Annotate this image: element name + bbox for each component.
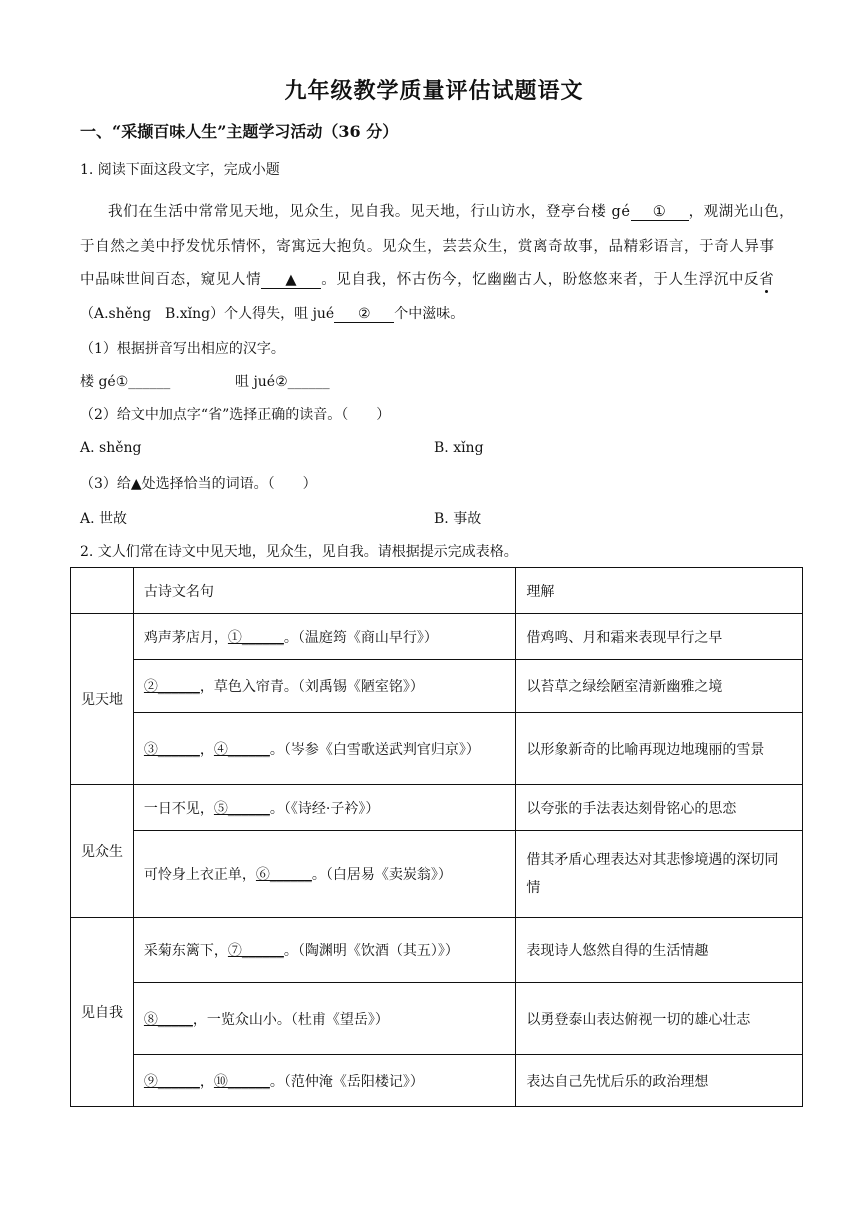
meaning-cell: 借其矛盾心理表达对其悲惨境遇的深切同情 bbox=[516, 831, 803, 918]
table-header-row bbox=[71, 568, 803, 614]
poem-text: 。（《诗经·子衿》） bbox=[269, 800, 380, 817]
option-b[interactable]: B. xǐng bbox=[434, 440, 484, 456]
subquestion-2: （2）给文中加点字“省”选择正确的读音。（ ） bbox=[80, 407, 391, 423]
poem-cell bbox=[133, 831, 515, 918]
poem-cell bbox=[133, 983, 515, 1055]
meaning-cell: 借鸡鸣、月和霜来表现早行之早 bbox=[516, 614, 803, 660]
poem-text: ， bbox=[199, 1073, 214, 1090]
table-header-cell: 古诗文名句 bbox=[133, 568, 515, 614]
passage-text: 。见自我，怀古伤今，忆幽幽古人，盼悠悠来者，于人生浮沉中反 bbox=[321, 272, 760, 288]
poem-blank[interactable]: ⑤______ bbox=[213, 800, 270, 817]
group-label: 见自我 bbox=[71, 918, 134, 1107]
poem-text: 鸡声茅店月， bbox=[143, 629, 228, 646]
subquestion-1-answer-b[interactable]: 咀 jué②______ bbox=[235, 374, 330, 390]
option-a[interactable]: A. 世故 bbox=[80, 511, 128, 527]
poem-cell bbox=[133, 713, 515, 785]
meaning-cell: 以形象新奇的比喻再现边地瑰丽的雪景 bbox=[516, 713, 803, 785]
poem-blank[interactable]: ②______ bbox=[143, 679, 200, 695]
passage-line-1 bbox=[108, 200, 794, 221]
poem-blank[interactable]: ⑦______ bbox=[227, 943, 284, 959]
poem-text: 一日不见， bbox=[143, 800, 214, 817]
subquestion-1-answer-a[interactable]: 楼 gé①______ bbox=[80, 374, 171, 390]
poem-text: 。（范仲淹《岳阳楼记》） bbox=[269, 1073, 424, 1090]
section-heading: 一、“采撷百味人生”主题学习活动（36 分） bbox=[80, 122, 399, 141]
table-row bbox=[71, 1055, 803, 1107]
poem-blank[interactable]: ④______ bbox=[213, 741, 270, 758]
meaning-cell: 以苔草之绿绘陋室清新幽雅之境 bbox=[516, 660, 803, 713]
poem-text: ，草色入帘青。（刘禹锡《陋室铭》） bbox=[199, 679, 424, 695]
question-1-intro: 1. 阅读下面这段文字，完成小题 bbox=[80, 162, 280, 178]
table-row bbox=[71, 983, 803, 1055]
poem-blank[interactable]: ⑩______ bbox=[213, 1073, 270, 1090]
passage-text: ，观湖光山色， bbox=[688, 204, 795, 220]
meaning-cell: 表达自己先忧后乐的政治理想 bbox=[516, 1055, 803, 1107]
poem-cell bbox=[133, 614, 515, 660]
subquestion-3: （3）给▲处选择恰当的词语。（ ） bbox=[80, 476, 317, 492]
group-label: 见众生 bbox=[71, 785, 134, 918]
poem-blank[interactable]: ⑨______ bbox=[143, 1073, 200, 1090]
question-2-intro: 2. 文人们常在诗文中见天地，见众生，见自我。请根据提示完成表格。 bbox=[80, 544, 518, 560]
poem-text: 可怜身上衣正单， bbox=[143, 867, 256, 883]
passage-line-4 bbox=[80, 303, 464, 323]
passage-text: 个中滋味。 bbox=[394, 306, 465, 322]
poem-cell bbox=[133, 1055, 515, 1107]
table-row bbox=[71, 918, 803, 983]
passage-text: （A.shěng B.xǐng）个人得失，咀 jué bbox=[80, 306, 335, 322]
poem-cell bbox=[133, 660, 515, 713]
table-row bbox=[71, 614, 803, 660]
passage-text: 中品味世间百态，窥见人情 bbox=[80, 272, 262, 288]
poem-text: 。（岑参《白雪歌送武判官归京》） bbox=[269, 741, 480, 758]
page-title: 九年级教学质量评估试题语文 bbox=[284, 78, 584, 104]
poem-blank[interactable]: ③______ bbox=[143, 741, 200, 758]
passage-text: 我们在生活中常常见天地，见众生，见自我。见天地，行山访水，登亭台楼 gé bbox=[108, 204, 631, 220]
dotted-character: 省 bbox=[759, 272, 775, 288]
table-row bbox=[71, 660, 803, 713]
poem-table bbox=[70, 567, 803, 1107]
passage-line-2: 于自然之美中抒发忧乐情怀，寄寓远大抱负。见众生，芸芸众生，赏离奇故事，品精彩语言，于奇人异事 bbox=[80, 239, 775, 255]
option-a[interactable]: A. shěng bbox=[80, 440, 142, 456]
meaning-cell: 以勇登泰山表达俯视一切的雄心壮志 bbox=[516, 983, 803, 1055]
meaning-cell: 以夸张的手法表达刻骨铭心的思恋 bbox=[516, 785, 803, 831]
meaning-cell: 表现诗人悠然自得的生活情趣 bbox=[516, 918, 803, 983]
table-row bbox=[71, 785, 803, 831]
passage-blank-2[interactable]: ② bbox=[334, 306, 394, 323]
poem-text: ， bbox=[199, 741, 214, 758]
poem-text: 。（白居易《卖炭翁》） bbox=[311, 867, 452, 883]
poem-text: 。（陶渊明《饮酒（其五）》） bbox=[283, 943, 459, 959]
poem-blank[interactable]: ①______ bbox=[227, 629, 284, 646]
option-b[interactable]: B. 事故 bbox=[434, 511, 482, 527]
table-row bbox=[71, 831, 803, 918]
group-label: 见天地 bbox=[71, 614, 134, 785]
poem-blank[interactable]: ⑧_____ bbox=[143, 1011, 193, 1028]
poem-text: 。（温庭筠《商山早行》） bbox=[283, 629, 438, 646]
poem-cell bbox=[133, 918, 515, 983]
poem-blank[interactable]: ⑥______ bbox=[255, 867, 312, 883]
subquestion-1: （1）根据拼音写出相应的汉字。 bbox=[80, 341, 285, 357]
poem-text: ，一览众山小。（杜甫《望岳》） bbox=[192, 1011, 389, 1028]
table-row bbox=[71, 713, 803, 785]
poem-cell bbox=[133, 785, 515, 831]
poem-text: 采菊东篱下， bbox=[143, 943, 228, 959]
passage-blank-1[interactable]: ① bbox=[631, 204, 689, 221]
passage-line-3 bbox=[80, 268, 774, 289]
table-header-cell: 理解 bbox=[516, 568, 803, 614]
passage-blank-triangle[interactable]: ▲ bbox=[261, 272, 321, 289]
table-header-cell bbox=[71, 568, 134, 614]
